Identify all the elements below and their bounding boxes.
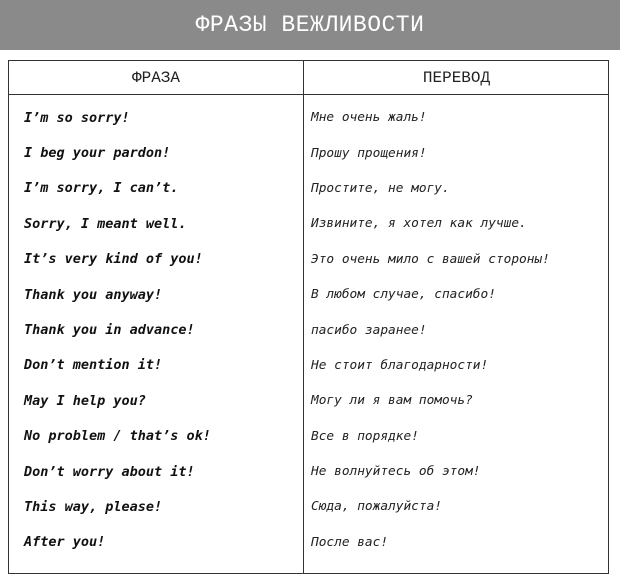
phrase-russian: Прошу прощения! [311, 145, 427, 161]
title-banner [0, 0, 620, 50]
phrase-russian: После вас! [311, 534, 389, 550]
table-row [9, 312, 608, 347]
table-row [9, 135, 608, 170]
phrase-english: Thank you in advance! [24, 322, 195, 339]
phrase-russian: Сюда, пожалуйста! [311, 499, 442, 515]
phrase-russian: Мне очень жаль! [311, 110, 427, 126]
phrase-russian: пасибо заранее! [311, 322, 427, 338]
table-row [9, 383, 608, 418]
header-phrase: ФРАЗА [131, 68, 180, 87]
phrase-russian: Это очень мило с вашей стороны! [311, 251, 550, 267]
phrase-english: Sorry, I meant well. [24, 215, 187, 232]
table-row [9, 242, 608, 277]
phrase-english: Don’t mention it! [24, 357, 163, 374]
phrase-english: I beg your pardon! [24, 145, 171, 162]
phrase-english: Thank you anyway! [24, 286, 163, 303]
table-row [9, 419, 608, 454]
table-row [9, 206, 608, 241]
phrase-english: This way, please! [24, 498, 163, 515]
phrase-english: No problem / that’s ok! [24, 428, 211, 445]
phrase-english: I’m sorry, I can’t. [24, 180, 179, 197]
phrase-russian: Не стоит благодарности! [311, 357, 489, 373]
table-row [9, 348, 608, 383]
phrase-russian: Могу ли я вам помочь? [311, 393, 473, 409]
phrase-english: After you! [24, 534, 106, 551]
table-row [9, 100, 608, 135]
table-body [9, 100, 608, 560]
phrases-table [8, 60, 609, 574]
table-row [9, 171, 608, 206]
phrase-english: It’s very kind of you! [24, 251, 203, 268]
phrase-english: Don’t worry about it! [24, 463, 195, 480]
header-translation: ПЕРЕВОД [422, 68, 491, 87]
table-row [9, 525, 608, 560]
table-row [9, 454, 608, 489]
table-row [9, 489, 608, 524]
phrase-russian: В любом случае, спасибо! [311, 287, 496, 303]
phrase-russian: Извините, я хотел как лучше. [311, 216, 527, 232]
page-title: ФРАЗЫ ВЕЖЛИВОСТИ [195, 12, 425, 38]
phrase-english: I’m so sorry! [24, 109, 130, 126]
phrase-russian: Простите, не могу. [311, 180, 450, 196]
phrase-russian: Не волнуйтесь об этом! [311, 464, 481, 480]
phrase-english: May I help you? [24, 392, 146, 409]
phrase-russian: Все в порядке! [311, 428, 419, 444]
table-header-row [9, 61, 608, 95]
table-row [9, 277, 608, 312]
